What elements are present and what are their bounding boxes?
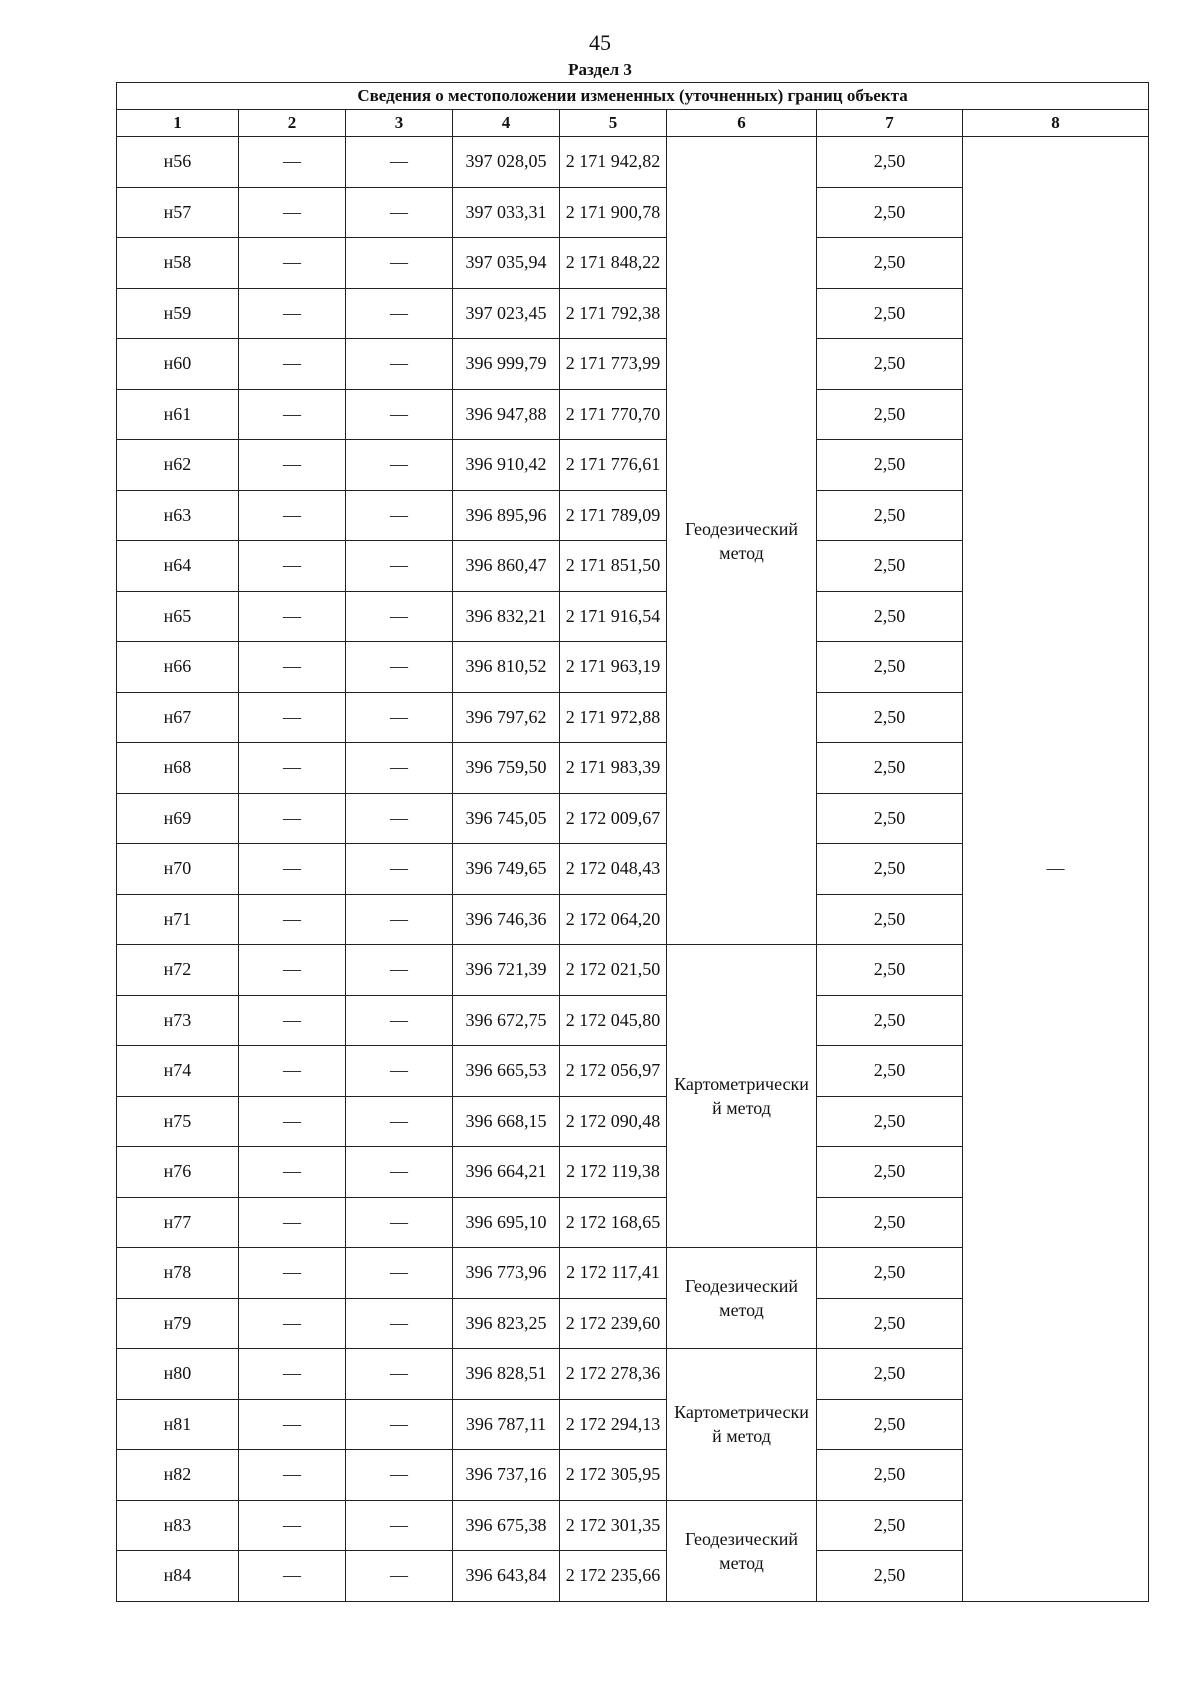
- y-coordinate: 2 171 972,88: [560, 692, 667, 743]
- column-number-8: 8: [963, 110, 1149, 137]
- column-number-6: 6: [667, 110, 817, 137]
- accuracy-value: 2,50: [817, 1096, 963, 1147]
- point-name: н65: [117, 591, 239, 642]
- accuracy-value: 2,50: [817, 1298, 963, 1349]
- col2-value: —: [239, 389, 346, 440]
- col2-value: —: [239, 945, 346, 996]
- method-line-1: Геодезический: [684, 1276, 799, 1296]
- point-name: н60: [117, 339, 239, 390]
- accuracy-value: 2,50: [817, 339, 963, 390]
- col3-value: —: [346, 1349, 453, 1400]
- y-coordinate: 2 171 963,19: [560, 642, 667, 693]
- method-cell: [667, 945, 817, 1248]
- col2-value: —: [239, 1450, 346, 1501]
- section-title: Раздел 3: [568, 60, 632, 79]
- col3-value: —: [346, 339, 453, 390]
- col8-value: —: [963, 137, 1149, 1602]
- x-coordinate: 396 999,79: [453, 339, 560, 390]
- point-name: н77: [117, 1197, 239, 1248]
- accuracy-value: 2,50: [817, 1046, 963, 1097]
- point-name: н63: [117, 490, 239, 541]
- method-cell: [667, 1349, 817, 1501]
- point-name: н68: [117, 743, 239, 794]
- col3-value: —: [346, 490, 453, 541]
- point-name: н56: [117, 137, 239, 188]
- column-number-5: 5: [560, 110, 667, 137]
- col3-value: —: [346, 844, 453, 895]
- col2-value: —: [239, 894, 346, 945]
- accuracy-value: 2,50: [817, 389, 963, 440]
- y-coordinate: 2 171 773,99: [560, 339, 667, 390]
- y-coordinate: 2 172 301,35: [560, 1500, 667, 1551]
- point-name: н58: [117, 238, 239, 289]
- col3-value: —: [346, 1551, 453, 1602]
- col3-value: —: [346, 1096, 453, 1147]
- x-coordinate: 397 033,31: [453, 187, 560, 238]
- coordinates-table: [116, 82, 1149, 1602]
- y-coordinate: 2 171 900,78: [560, 187, 667, 238]
- y-coordinate: 2 172 064,20: [560, 894, 667, 945]
- col3-value: —: [346, 793, 453, 844]
- y-coordinate: 2 172 305,95: [560, 1450, 667, 1501]
- col3-value: —: [346, 945, 453, 996]
- x-coordinate: 396 860,47: [453, 541, 560, 592]
- col2-value: —: [239, 440, 346, 491]
- col3-value: —: [346, 1450, 453, 1501]
- accuracy-value: 2,50: [817, 995, 963, 1046]
- x-coordinate: 397 023,45: [453, 288, 560, 339]
- y-coordinate: 2 172 045,80: [560, 995, 667, 1046]
- x-coordinate: 396 737,16: [453, 1450, 560, 1501]
- page-number: 45: [589, 30, 611, 55]
- method-cell: [667, 1248, 817, 1349]
- x-coordinate: 396 810,52: [453, 642, 560, 693]
- x-coordinate: 396 745,05: [453, 793, 560, 844]
- col2-value: —: [239, 339, 346, 390]
- point-name: н80: [117, 1349, 239, 1400]
- x-coordinate: 396 895,96: [453, 490, 560, 541]
- method-line-2: метод: [719, 542, 764, 563]
- accuracy-value: 2,50: [817, 743, 963, 794]
- column-number-1: 1: [117, 110, 239, 137]
- column-number-7: 7: [817, 110, 963, 137]
- accuracy-value: 2,50: [817, 1197, 963, 1248]
- accuracy-value: 2,50: [817, 1248, 963, 1299]
- method-line-2: метод: [719, 1300, 764, 1320]
- x-coordinate: 396 643,84: [453, 1551, 560, 1602]
- col3-value: —: [346, 440, 453, 491]
- point-name: н84: [117, 1551, 239, 1602]
- x-coordinate: 396 773,96: [453, 1248, 560, 1299]
- col2-value: —: [239, 743, 346, 794]
- column-number-2: 2: [239, 110, 346, 137]
- column-number-4: 4: [453, 110, 560, 137]
- col2-value: —: [239, 1147, 346, 1198]
- col2-value: —: [239, 1500, 346, 1551]
- accuracy-value: 2,50: [817, 844, 963, 895]
- method-line-2: метод: [719, 1552, 764, 1573]
- method-cell: [667, 137, 817, 945]
- y-coordinate: 2 172 021,50: [560, 945, 667, 996]
- x-coordinate: 396 828,51: [453, 1349, 560, 1400]
- x-coordinate: 396 910,42: [453, 440, 560, 491]
- x-coordinate: 396 664,21: [453, 1147, 560, 1198]
- x-coordinate: 396 759,50: [453, 743, 560, 794]
- column-number-row: [117, 110, 1149, 137]
- x-coordinate: 397 028,05: [453, 137, 560, 188]
- col2-value: —: [239, 1096, 346, 1147]
- y-coordinate: 2 172 009,67: [560, 793, 667, 844]
- x-coordinate: 396 947,88: [453, 389, 560, 440]
- col2-value: —: [239, 137, 346, 188]
- point-name: н71: [117, 894, 239, 945]
- col3-value: —: [346, 692, 453, 743]
- y-coordinate: 2 171 770,70: [560, 389, 667, 440]
- col3-value: —: [346, 1248, 453, 1299]
- col3-value: —: [346, 389, 453, 440]
- col3-value: —: [346, 591, 453, 642]
- y-coordinate: 2 172 239,60: [560, 1298, 667, 1349]
- x-coordinate: 396 787,11: [453, 1399, 560, 1450]
- col2-value: —: [239, 490, 346, 541]
- col2-value: —: [239, 995, 346, 1046]
- col3-value: —: [346, 288, 453, 339]
- accuracy-value: 2,50: [817, 1147, 963, 1198]
- x-coordinate: 396 823,25: [453, 1298, 560, 1349]
- point-name: н64: [117, 541, 239, 592]
- method-line-1: Геодезический: [684, 518, 799, 539]
- y-coordinate: 2 171 851,50: [560, 541, 667, 592]
- table-body: [117, 137, 1149, 1602]
- point-name: н62: [117, 440, 239, 491]
- point-name: н79: [117, 1298, 239, 1349]
- point-name: н69: [117, 793, 239, 844]
- point-name: н83: [117, 1500, 239, 1551]
- col3-value: —: [346, 642, 453, 693]
- point-name: н78: [117, 1248, 239, 1299]
- accuracy-value: 2,50: [817, 1500, 963, 1551]
- point-name: н76: [117, 1147, 239, 1198]
- col3-value: —: [346, 137, 453, 188]
- point-name: н57: [117, 187, 239, 238]
- point-name: н66: [117, 642, 239, 693]
- col2-value: —: [239, 1551, 346, 1602]
- accuracy-value: 2,50: [817, 541, 963, 592]
- y-coordinate: 2 171 848,22: [560, 238, 667, 289]
- x-coordinate: 396 721,39: [453, 945, 560, 996]
- x-coordinate: 396 675,38: [453, 1500, 560, 1551]
- col2-value: —: [239, 642, 346, 693]
- point-name: н74: [117, 1046, 239, 1097]
- point-name: н61: [117, 389, 239, 440]
- method-line-2: й метод: [712, 1426, 771, 1447]
- col2-value: —: [239, 238, 346, 289]
- x-coordinate: 397 035,94: [453, 238, 560, 289]
- y-coordinate: 2 172 235,66: [560, 1551, 667, 1602]
- point-name: н82: [117, 1450, 239, 1501]
- point-name: н81: [117, 1399, 239, 1450]
- y-coordinate: 2 171 792,38: [560, 288, 667, 339]
- x-coordinate: 396 665,53: [453, 1046, 560, 1097]
- col2-value: —: [239, 1197, 346, 1248]
- point-name: н75: [117, 1096, 239, 1147]
- point-name: н72: [117, 945, 239, 996]
- y-coordinate: 2 172 056,97: [560, 1046, 667, 1097]
- col2-value: —: [239, 1399, 346, 1450]
- method-line-1: Картометрически: [674, 1402, 809, 1423]
- col3-value: —: [346, 1500, 453, 1551]
- col3-value: —: [346, 1298, 453, 1349]
- col3-value: —: [346, 1197, 453, 1248]
- accuracy-value: 2,50: [817, 945, 963, 996]
- point-name: н73: [117, 995, 239, 1046]
- col2-value: —: [239, 844, 346, 895]
- col2-value: —: [239, 541, 346, 592]
- accuracy-value: 2,50: [817, 440, 963, 491]
- y-coordinate: 2 171 983,39: [560, 743, 667, 794]
- col2-value: —: [239, 288, 346, 339]
- y-coordinate: 2 171 916,54: [560, 591, 667, 642]
- col3-value: —: [346, 1046, 453, 1097]
- y-coordinate: 2 172 119,38: [560, 1147, 667, 1198]
- x-coordinate: 396 695,10: [453, 1197, 560, 1248]
- point-name: н67: [117, 692, 239, 743]
- accuracy-value: 2,50: [817, 692, 963, 743]
- x-coordinate: 396 672,75: [453, 995, 560, 1046]
- col2-value: —: [239, 187, 346, 238]
- col2-value: —: [239, 692, 346, 743]
- y-coordinate: 2 171 942,82: [560, 137, 667, 188]
- method-cell: [667, 1500, 817, 1601]
- y-coordinate: 2 171 776,61: [560, 440, 667, 491]
- col3-value: —: [346, 1399, 453, 1450]
- accuracy-value: 2,50: [817, 490, 963, 541]
- col3-value: —: [346, 187, 453, 238]
- accuracy-value: 2,50: [817, 591, 963, 642]
- y-coordinate: 2 172 048,43: [560, 844, 667, 895]
- col3-value: —: [346, 995, 453, 1046]
- col2-value: —: [239, 1349, 346, 1400]
- table-row: [117, 137, 1149, 188]
- col2-value: —: [239, 1046, 346, 1097]
- accuracy-value: 2,50: [817, 1450, 963, 1501]
- y-coordinate: 2 172 294,13: [560, 1399, 667, 1450]
- col3-value: —: [346, 894, 453, 945]
- accuracy-value: 2,50: [817, 238, 963, 289]
- col3-value: —: [346, 238, 453, 289]
- method-line-2: й метод: [712, 1098, 771, 1118]
- accuracy-value: 2,50: [817, 187, 963, 238]
- col2-value: —: [239, 793, 346, 844]
- method-line-1: Геодезический: [684, 1528, 799, 1549]
- col2-value: —: [239, 1298, 346, 1349]
- y-coordinate: 2 171 789,09: [560, 490, 667, 541]
- y-coordinate: 2 172 090,48: [560, 1096, 667, 1147]
- col3-value: —: [346, 743, 453, 794]
- point-name: н70: [117, 844, 239, 895]
- col2-value: —: [239, 1248, 346, 1299]
- y-coordinate: 2 172 278,36: [560, 1349, 667, 1400]
- point-name: н59: [117, 288, 239, 339]
- accuracy-value: 2,50: [817, 288, 963, 339]
- accuracy-value: 2,50: [817, 642, 963, 693]
- y-coordinate: 2 172 117,41: [560, 1248, 667, 1299]
- x-coordinate: 396 746,36: [453, 894, 560, 945]
- accuracy-value: 2,50: [817, 793, 963, 844]
- accuracy-value: 2,50: [817, 1399, 963, 1450]
- accuracy-value: 2,50: [817, 894, 963, 945]
- accuracy-value: 2,50: [817, 1349, 963, 1400]
- accuracy-value: 2,50: [817, 1551, 963, 1602]
- col2-value: —: [239, 591, 346, 642]
- x-coordinate: 396 797,62: [453, 692, 560, 743]
- table-caption: Сведения о местоположении измененных (уточненных) границ объекта: [117, 83, 1149, 110]
- x-coordinate: 396 832,21: [453, 591, 560, 642]
- x-coordinate: 396 668,15: [453, 1096, 560, 1147]
- col3-value: —: [346, 541, 453, 592]
- accuracy-value: 2,50: [817, 137, 963, 188]
- col3-value: —: [346, 1147, 453, 1198]
- method-line-1: Картометрически: [674, 1074, 809, 1094]
- y-coordinate: 2 172 168,65: [560, 1197, 667, 1248]
- column-number-3: 3: [346, 110, 453, 137]
- x-coordinate: 396 749,65: [453, 844, 560, 895]
